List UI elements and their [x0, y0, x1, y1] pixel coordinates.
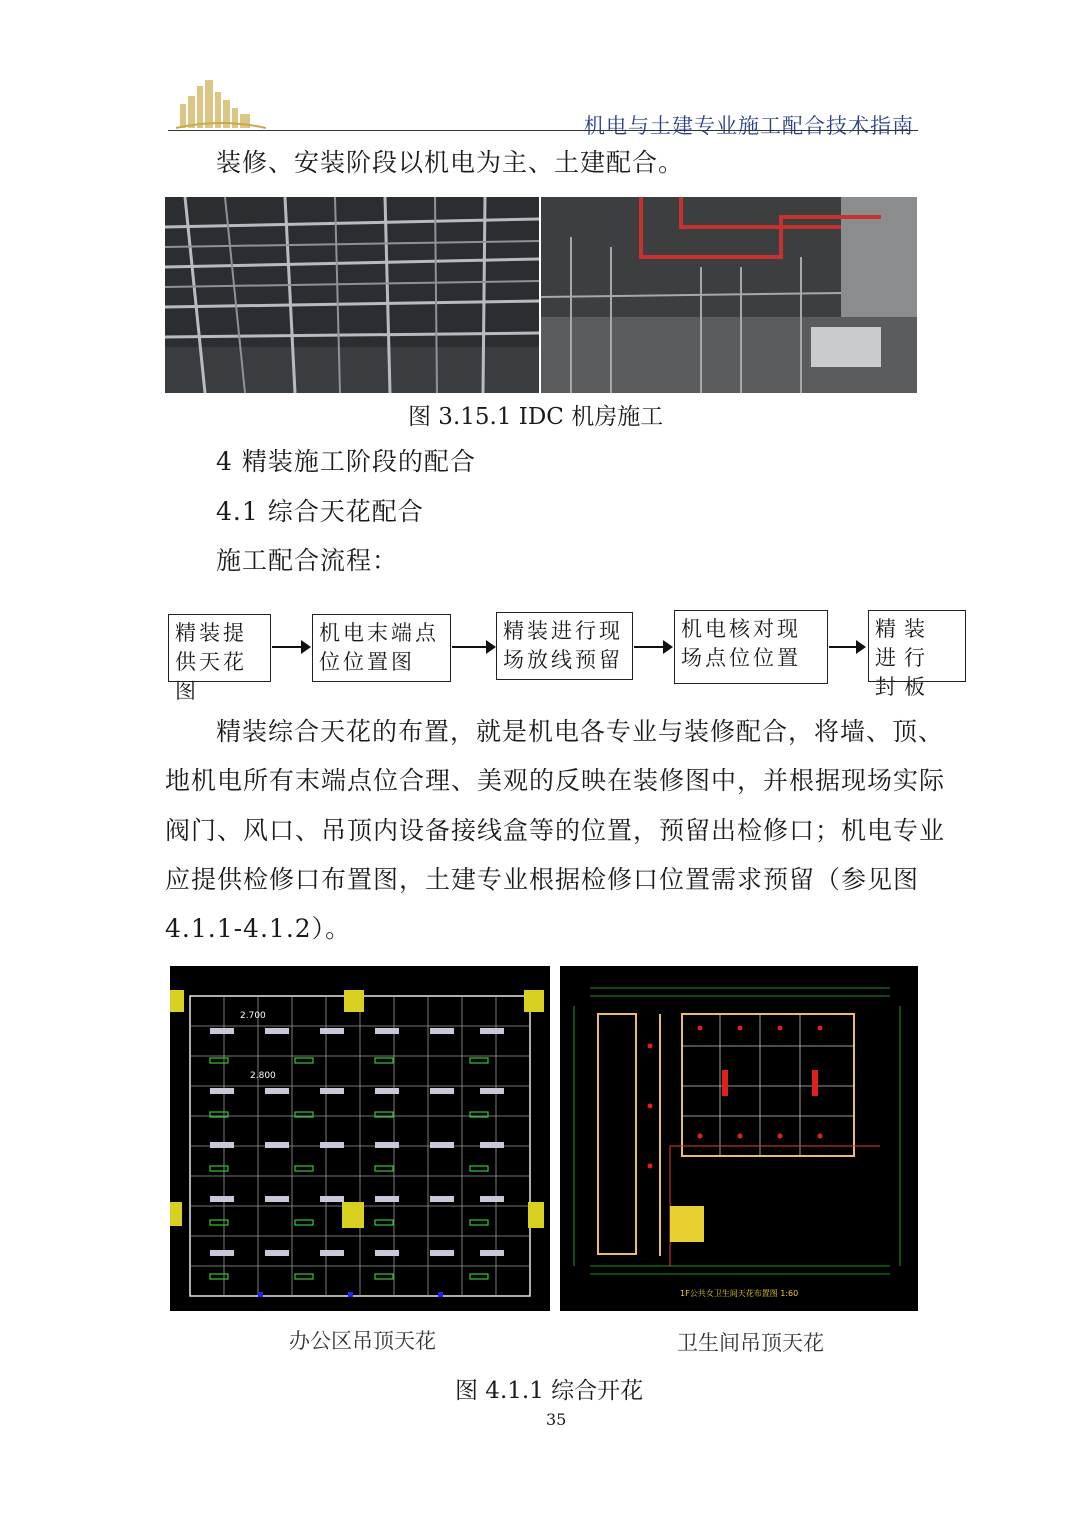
header-divider	[168, 130, 918, 131]
idc-photo-left	[165, 197, 539, 393]
flow-arrow-1	[272, 646, 309, 648]
section-subheading: 4.1 综合天花配合	[216, 497, 424, 526]
skyline-logo	[176, 78, 266, 130]
flow-step-2: 机电末端点位位置图	[312, 614, 451, 682]
flow-step-3: 精装进行现场放线预留	[496, 612, 633, 680]
flow-arrow-2	[452, 646, 494, 648]
intro-line: 装修、安装阶段以机电为主、土建配合。	[216, 148, 685, 177]
restroom-ceiling-label: 卫生间吊顶天花	[677, 1331, 824, 1355]
office-dim-1: 2.700	[240, 1011, 266, 1021]
cad-restroom-ceiling	[560, 966, 918, 1311]
idc-photo-right	[541, 197, 917, 393]
figure-caption-idc: 图 3.15.1 IDC 机房施工	[408, 404, 664, 430]
paragraph-line-4: 应提供检修口布置图，土建专业根据检修口位置需求预留（参见图	[165, 865, 920, 894]
flow-step-1: 精装提供天花图	[168, 614, 271, 682]
flow-step-5: 精装进行封板	[868, 610, 966, 682]
office-ceiling-label: 办公区吊顶天花	[289, 1329, 436, 1353]
cad-office-ceiling	[170, 966, 550, 1311]
flow-arrow-4	[829, 646, 864, 648]
page-number: 35	[546, 1410, 567, 1429]
paragraph-line-2: 地机电所有末端点位合理、美观的反映在装修图中，并根据现场实际	[165, 766, 946, 795]
section-heading: 4 精装施工阶段的配合	[216, 447, 476, 476]
figure-caption-ceiling: 图 4.1.1 综合开花	[455, 1378, 644, 1404]
office-dim-2: 2.800	[250, 1071, 276, 1081]
flow-label: 施工配合流程：	[216, 546, 399, 575]
paragraph-line-5: 4.1.1-4.1.2）。	[165, 914, 352, 943]
flow-arrow-3	[634, 646, 671, 648]
restroom-drawing-title: 1F公共女卫生间天花布置图 1:60	[680, 1289, 799, 1298]
paragraph-line-1: 精装综合天花的布置，就是机电各专业与装修配合，将墙、顶、	[216, 717, 945, 746]
flow-step-4: 机电核对现场点位位置	[674, 610, 828, 684]
header-title: 机电与土建专业施工配合技术指南	[584, 114, 914, 138]
paragraph-line-3: 阀门、风口、吊顶内设备接线盒等的位置，预留出检修口；机电专业	[165, 816, 946, 845]
